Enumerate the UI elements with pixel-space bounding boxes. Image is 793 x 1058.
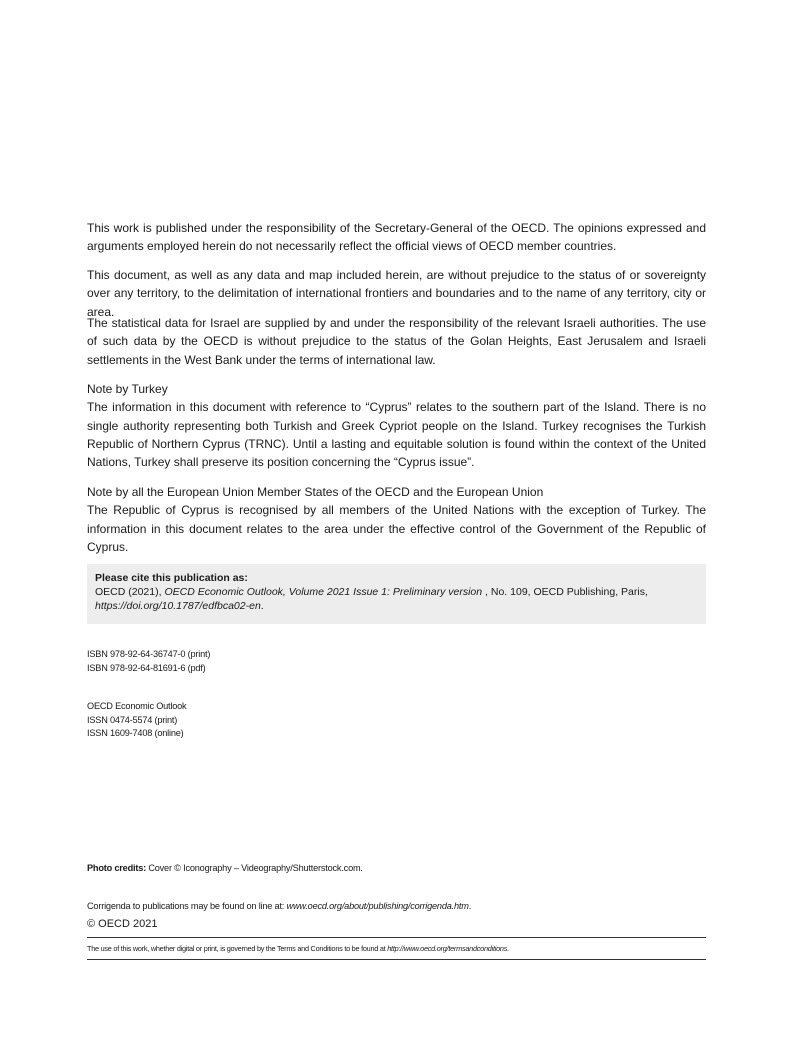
citation-suffix: , No. 109, OECD Publishing, Paris, bbox=[482, 586, 648, 598]
terms-notice bbox=[87, 944, 706, 953]
israel-paragraph: The statistical data for Israel are supplied by and under the responsibility of the relevant Israeli authorities. The use of such data by the OECD is without prejudice to the status of the Golan Heights, East Jerusalem and Israeli settlements in the West Bank under the terms of international law. bbox=[87, 316, 706, 367]
eu-note bbox=[87, 483, 706, 556]
turkey-note-body: The information in this document with reference to “Cyprus” relates to the southern part of the Island. There is no single authority representing both Turkish and Greek Cypriot people on the Island. Turkey recognises the Turkish Republic of Northern Cyprus (TRNC). Until a lasting and equitable solution is found within the context of the United Nations, Turkey shall preserve its position concerning the “Cyprus issue”. bbox=[87, 400, 706, 470]
isbn-pdf: ISBN 978-92-64-81691-6 (pdf) bbox=[87, 662, 206, 673]
corrigenda bbox=[87, 900, 706, 914]
isbn-list bbox=[87, 648, 706, 675]
series-info bbox=[87, 700, 706, 741]
terms-text: The use of this work, whether digital or print, is governed by the Terms and Conditions to be found at bbox=[87, 944, 388, 953]
terms-end: . bbox=[507, 944, 509, 953]
citation-end: . bbox=[260, 600, 264, 612]
eu-note-body: The Republic of Cyprus is recognised by all members of the United Nations with the exception of Turkey. The information in this document relates to the area under the effective control of the Government of the Republic of Cyprus. bbox=[87, 503, 706, 554]
series-title: OECD Economic Outlook bbox=[87, 701, 187, 711]
photo-credits-label: Photo credits: bbox=[87, 863, 146, 873]
responsibility-paragraph: This work is published under the responsibility of the Secretary-General of the OECD. The opinions expressed and arguments employed herein do not necessarily reflect the official views of OECD member countries. bbox=[87, 221, 706, 254]
photo-credits-text: Cover © Iconography – Videography/Shutterstock.com. bbox=[145, 863, 363, 873]
isbn-print: ISBN 978-92-64-36747-0 (print) bbox=[87, 649, 211, 659]
citation-box bbox=[87, 564, 706, 624]
citation-heading: Please cite this publication as: bbox=[95, 572, 248, 584]
citation-title: OECD Economic Outlook, Volume 2021 Issue 1: Preliminary version bbox=[164, 586, 483, 598]
divider-bottom bbox=[87, 959, 706, 960]
corrigenda-link[interactable]: www.oecd.org/about/publishing/corrigenda.htm bbox=[286, 901, 469, 911]
turkey-note-heading: Note by Turkey bbox=[87, 382, 168, 396]
issn-print: ISSN 0474-5574 (print) bbox=[87, 714, 178, 725]
eu-note-heading: Note by all the European Union Member States of the OECD and the European Union bbox=[87, 485, 544, 499]
terms-link[interactable]: http://www.oecd.org/termsandconditions bbox=[387, 944, 508, 953]
corrigenda-end: . bbox=[468, 901, 472, 911]
corrigenda-text: Corrigenda to publications may be found on line at: bbox=[87, 901, 287, 911]
photo-credits bbox=[87, 862, 706, 876]
divider-top bbox=[87, 937, 706, 938]
issn-online: ISSN 1609-7408 (online) bbox=[87, 728, 184, 739]
copyright: © OECD 2021 bbox=[87, 918, 158, 930]
citation-prefix: OECD (2021), bbox=[95, 586, 165, 598]
turkey-note bbox=[87, 380, 706, 471]
citation-doi-link[interactable]: https://doi.org/10.1787/edfbca02-en bbox=[95, 600, 261, 612]
prejudice-paragraph: This document, as well as any data and map included herein, are without prejudice to the status of or sovereignty over any territory, to the delimitation of international frontiers and boundaries and to the name of any territory, city or area. bbox=[87, 268, 706, 319]
